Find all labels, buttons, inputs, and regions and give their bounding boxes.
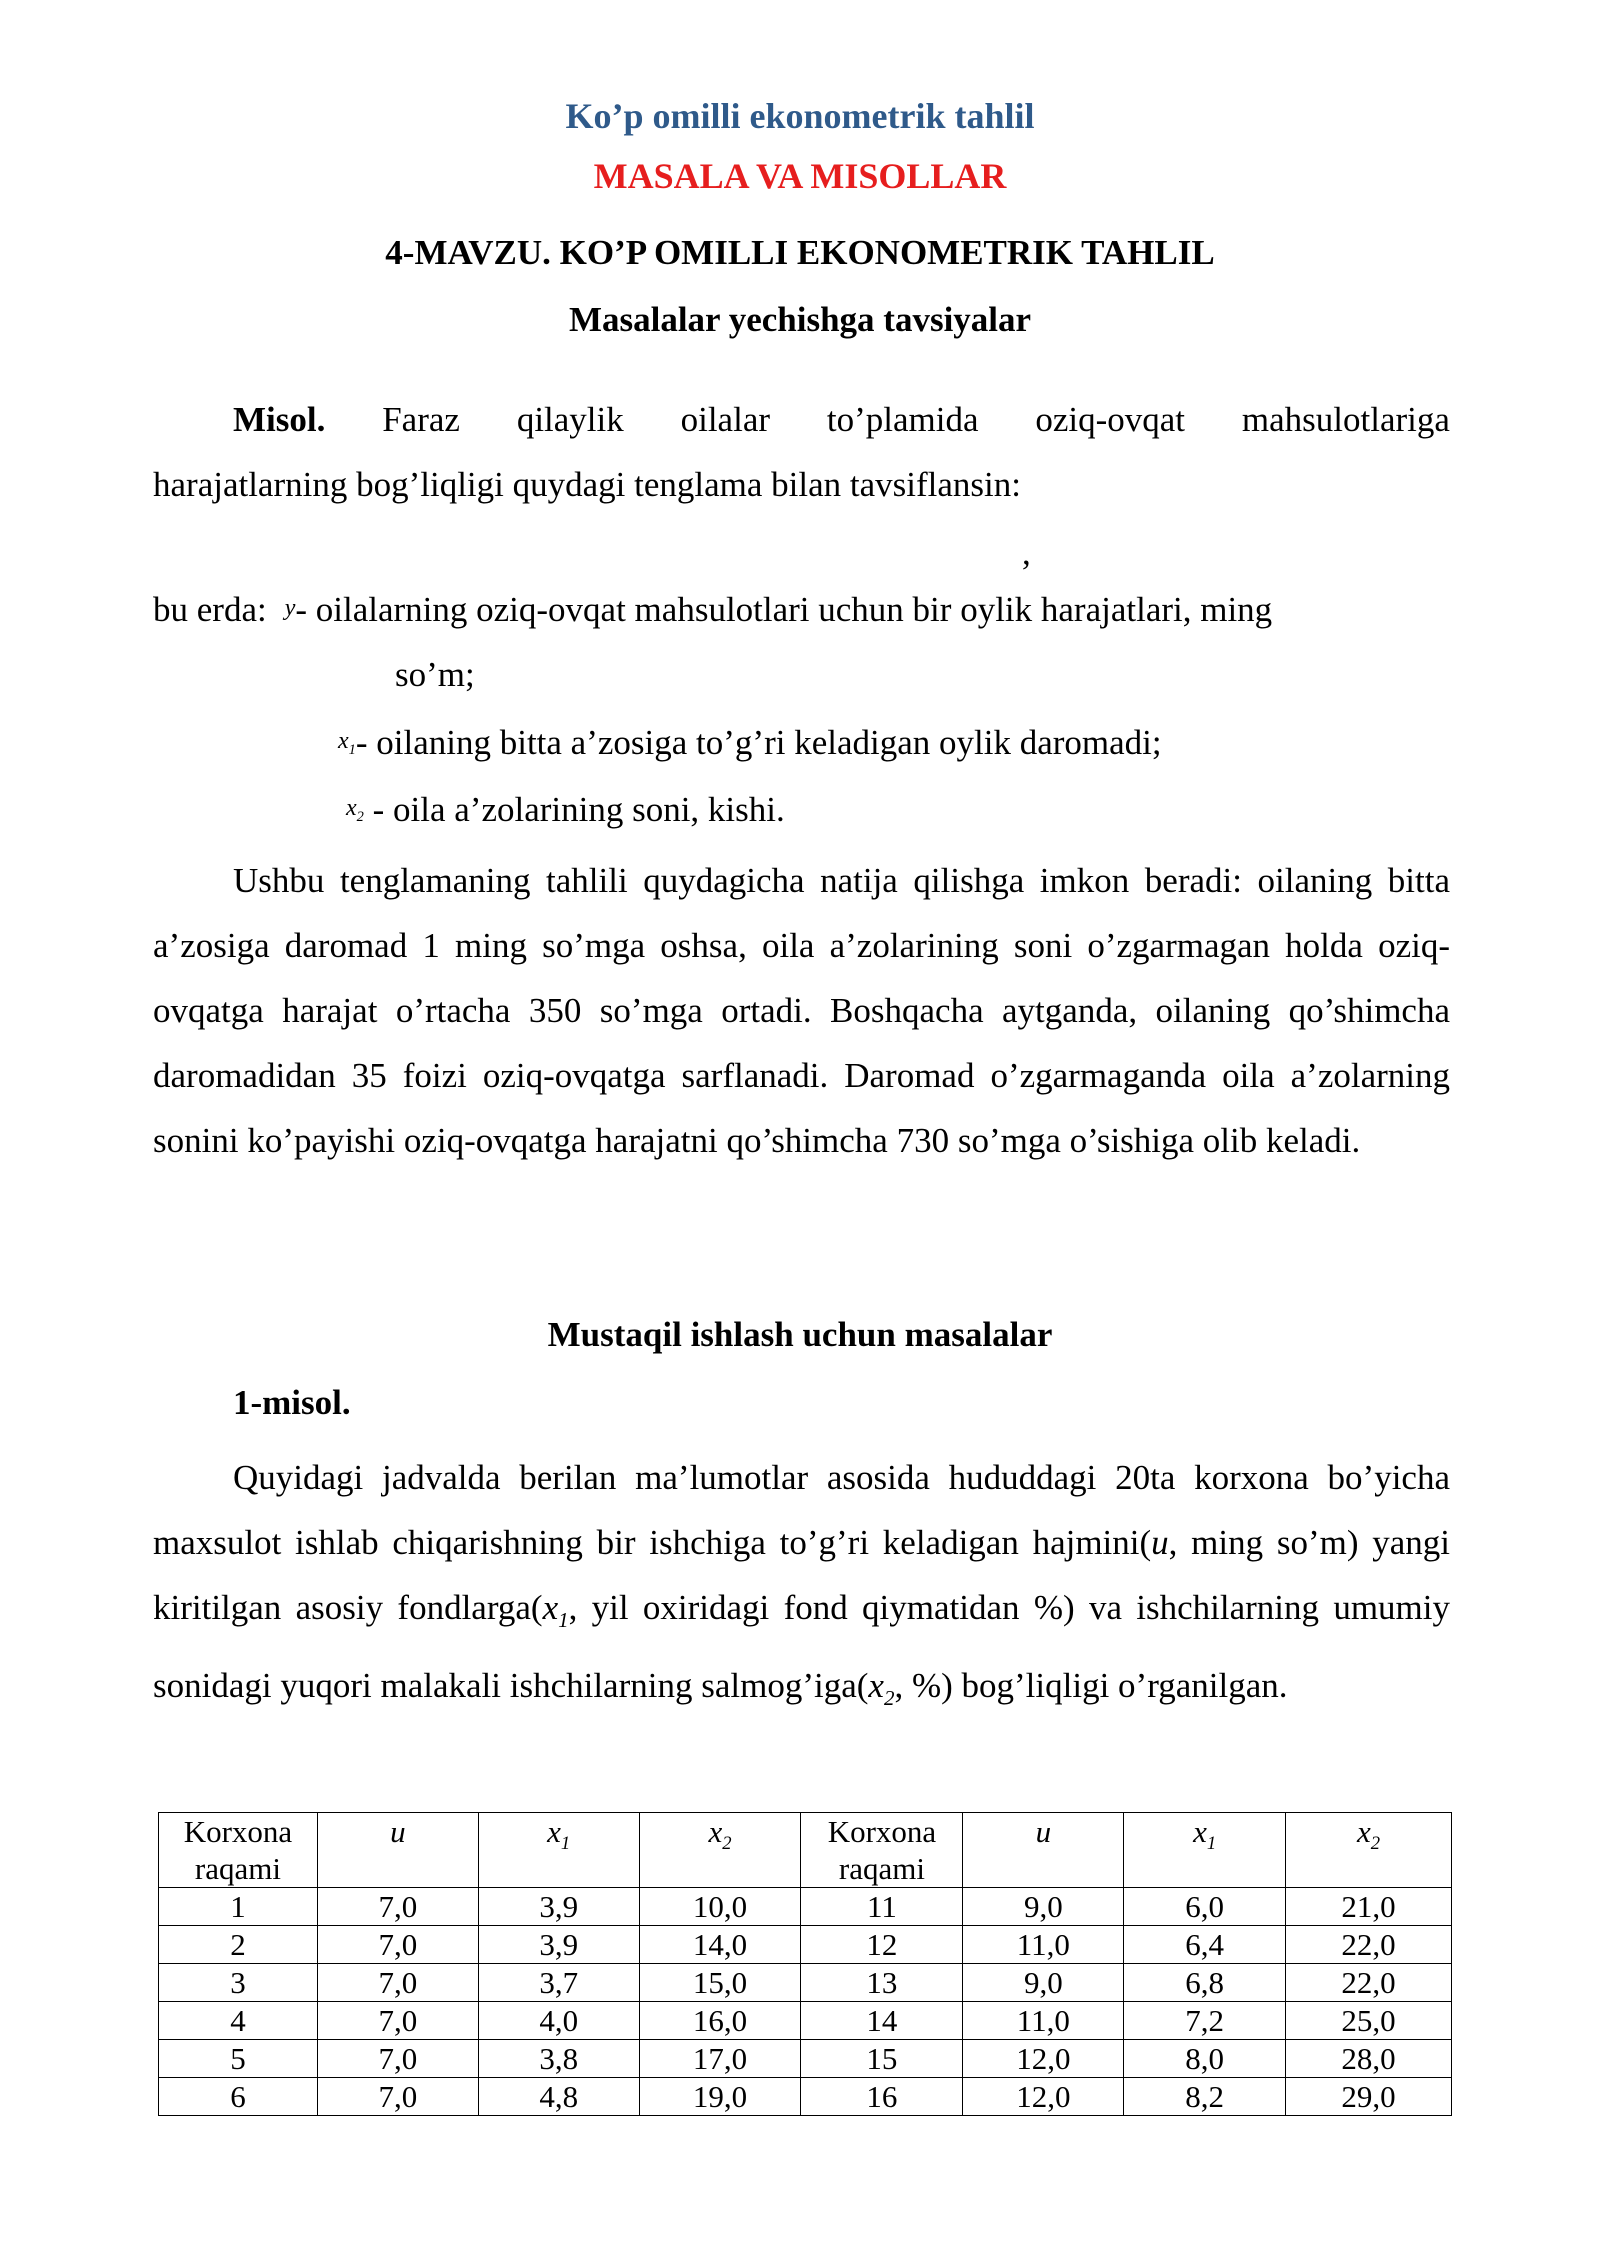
bu-erda-label: bu erda:	[153, 590, 267, 629]
table-cell: 12,0	[963, 2040, 1124, 2078]
guide-title: Masalalar yechishga tavsiyalar	[568, 300, 1032, 339]
table-cell: 11,0	[963, 1926, 1124, 1964]
y-symbol: y	[284, 595, 296, 621]
definition-y-cont: so’m;	[395, 655, 475, 694]
table-cell: 15,0	[639, 1964, 801, 2002]
table-cell: 17,0	[639, 2040, 801, 2078]
table-cell: 9,0	[963, 1888, 1124, 1926]
table-cell: 25,0	[1286, 2002, 1452, 2040]
header-korxona-raqami: Korxona raqami	[159, 1813, 318, 1888]
table-cell: 11,0	[963, 2002, 1124, 2040]
table-cell: 22,0	[1286, 1964, 1452, 2002]
intro-word: oilalar	[680, 400, 771, 439]
example-intro-line1	[233, 400, 1450, 440]
topic-title: 4-MAVZU. KO’P OMILLI EKONOMETRIK TAHLIL	[385, 233, 1215, 272]
header-x2-2: $x_2$	[1286, 1813, 1452, 1888]
header-u: u	[317, 1813, 478, 1888]
table-cell: 7,2	[1124, 2002, 1286, 2040]
table-cell: 3,9	[478, 1926, 639, 1964]
header-x1: $x_1$	[478, 1813, 639, 1888]
header-x2: $x_2$	[639, 1813, 801, 1888]
table-cell: 4	[159, 2002, 318, 2040]
header-u-2: u	[963, 1813, 1124, 1888]
document-title: Ko’p omilli ekonometrik tahlil	[565, 96, 1035, 136]
table-cell: 3,7	[478, 1964, 639, 2002]
table-cell: 22,0	[1286, 1926, 1452, 1964]
table-row	[159, 1964, 1452, 2002]
table-cell: 6	[159, 2078, 318, 2116]
intro-word: Faraz	[382, 400, 460, 439]
x2-symbol: $x_2$	[346, 795, 364, 825]
intro-word: mahsulotlariga	[1241, 400, 1450, 439]
x2-definition-text: - oila a’zolarining soni, kishi.	[363, 790, 785, 829]
table-cell: 7,0	[317, 2002, 478, 2040]
table-cell: 7,0	[317, 2078, 478, 2116]
misol-1-paragraph: Quyidagi jadvalda berilan ma’lumotlar asosida hududdagi 20ta korxona bo’yicha maxsulot ishlab chiqarishning bir ishchiga to’g’ri keladigan hajmini(u, ming so’m) yangi kiritilgan asosiy $fondlarga(x_1$, yil oxiridagi fond qiymatidan %) va ishchilarning umumiy sonidagi yuqori malakali ishchilarning $salmog’iga(x_2$, %) bog’liqligi o’rganilgan.	[153, 1458, 1451, 1710]
table-cell: 7,0	[317, 2040, 478, 2078]
definition-x1	[338, 723, 1162, 765]
table-cell: 9,0	[963, 1964, 1124, 2002]
table-cell: 3,8	[478, 2040, 639, 2078]
u-symbol: u	[1151, 1523, 1169, 1562]
table-cell: 15	[801, 2040, 963, 2078]
table-cell: 1	[159, 1888, 318, 1926]
analysis-paragraph: Ushbu tenglamaning tahlili quydagicha natija qilishga imkon beradi: oilaning bitta a’zosiga daromad 1 ming so’mga oshsa, oila a’zolarining soni o’zgarmagan holda oziq-ovqatga harajat o’rtacha 350 so’mga ortadi. Boshqacha aytganda, oilaning qo’shimcha daromadidan 35 foizi oziq-ovqatga sarflanadi. Daromad o’zgarmaganda oila a’zolarning sonini ko’payishi oziq-ovqatga harajatni qo’shimcha 730 so’mga o’sishiga olib keladi.	[153, 861, 1450, 1160]
misol-1-label: 1-misol.	[233, 1383, 351, 1422]
table-cell: 8,2	[1124, 2078, 1286, 2116]
document-subtitle: MASALA VA MISOLLAR	[593, 156, 1007, 196]
table-cell: 6,0	[1124, 1888, 1286, 1926]
table-cell: 3,9	[478, 1888, 639, 1926]
table-cell: 7,0	[317, 1926, 478, 1964]
table-cell: 5	[159, 2040, 318, 2078]
table-cell: 7,0	[317, 1888, 478, 1926]
table-cell: 7,0	[317, 1964, 478, 2002]
table-cell: 29,0	[1286, 2078, 1452, 2116]
intro-word: qilaylik	[516, 400, 624, 439]
example-intro-line2: harajatlarning bog’liqligi quydagi tenglama bilan tavsiflansin:	[153, 465, 1021, 504]
x1-symbol-inline: $x_1$	[542, 1588, 569, 1632]
table-cell: 19,0	[639, 2078, 801, 2116]
intro-word: oziq-ovqat	[1035, 400, 1186, 439]
table-row	[159, 2040, 1452, 2078]
enterprise-data-table	[158, 1812, 1452, 2116]
table-header-row	[159, 1813, 1452, 1888]
x1-symbol: $x_1$	[338, 728, 356, 758]
table-cell: 16	[801, 2078, 963, 2116]
table-cell: 16,0	[639, 2002, 801, 2040]
equation-comma: ,	[1022, 533, 1031, 572]
table-row	[159, 2002, 1452, 2040]
table-cell: 12,0	[963, 2078, 1124, 2116]
definition-x2	[346, 790, 785, 832]
table-cell: 14,0	[639, 1926, 801, 1964]
intro-word: to’plamida	[826, 400, 979, 439]
table-row	[159, 1888, 1452, 1926]
table-row	[159, 2078, 1452, 2116]
table-cell: 8,0	[1124, 2040, 1286, 2078]
definition-y	[153, 590, 1450, 630]
table-cell: 6,4	[1124, 1926, 1286, 1964]
table-cell: 2	[159, 1926, 318, 1964]
table-cell: 11	[801, 1888, 963, 1926]
table-cell: 4,0	[478, 2002, 639, 2040]
table-row	[159, 1926, 1452, 1964]
table-cell: 28,0	[1286, 2040, 1452, 2078]
y-definition-text: - oilalarning oziq-ovqat mahsulotlari uchun bir oylik harajatlari, ming	[295, 590, 1273, 629]
table-cell: 10,0	[639, 1888, 801, 1926]
x2-symbol-inline: $x_2$	[868, 1666, 895, 1710]
table-cell: 6,8	[1124, 1964, 1286, 2002]
table-cell: 13	[801, 1964, 963, 2002]
table-cell: 4,8	[478, 2078, 639, 2116]
table-cell: 14	[801, 2002, 963, 2040]
independent-section-title: Mustaqil ishlash uchun masalalar	[547, 1315, 1053, 1354]
table-cell: 3	[159, 1964, 318, 2002]
table-cell: 21,0	[1286, 1888, 1452, 1926]
example-label: Misol.	[233, 400, 326, 439]
header-x1-2: $x_1$	[1124, 1813, 1286, 1888]
x1-definition-text: - oilaning bitta a’zosiga to’g’ri keladigan oylik daromadi;	[355, 723, 1162, 762]
header-korxona-raqami-2: Korxona raqami	[801, 1813, 963, 1888]
table-cell: 12	[801, 1926, 963, 1964]
